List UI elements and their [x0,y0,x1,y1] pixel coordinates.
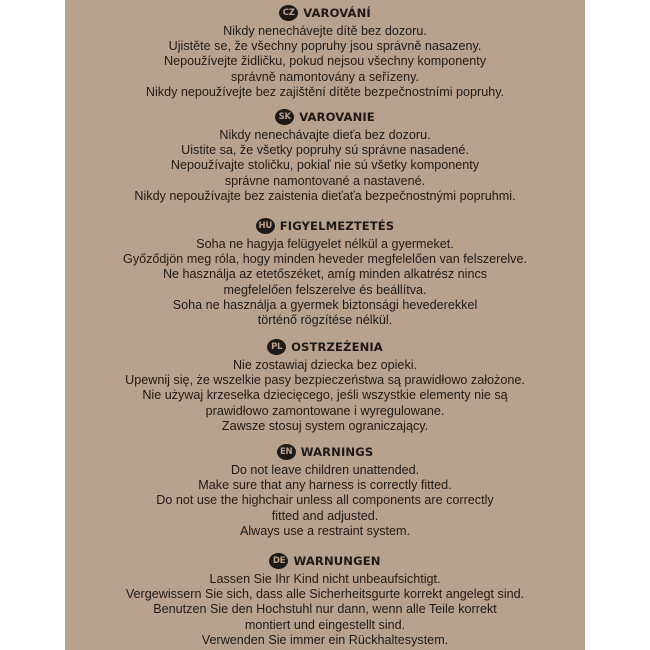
section-title: WARNINGS [300,445,374,459]
warning-line: Nikdy nepoužívejte bez zajištění dítěte bezpečnostními popruhy. [145,84,505,99]
warning-section-pl [65,337,585,434]
warning-section-hu [65,216,585,328]
warning-lines [65,463,585,539]
warning-line: správne namontované a nastavené. [224,173,426,188]
section-heading [65,442,585,462]
language-code-badge: EN [277,444,296,460]
warning-line: Uistite sa, že všetky popruhy sú správne nasadené. [181,143,469,158]
section-heading [65,216,585,236]
warning-line: Nikdy nenechávajte dieťa bez dozoru. [219,128,431,142]
language-code-badge: PL [267,339,286,355]
warning-line: správně namontovány a seřízeny. [230,69,420,84]
warning-line: Ujistěte se, že všechny popruhy jsou správně nasazeny. [168,39,482,54]
warning-section-cz [65,3,585,100]
section-title: WARNUNGEN [293,554,381,568]
warning-line: prawidłowo zamontowane i wyregulowane. [205,403,445,418]
warning-line: Ne használja az etetőszéket, amíg minden alkatrész nincs [162,267,488,282]
language-code-badge: CZ [279,5,298,21]
section-heading [65,551,585,571]
language-code-badge: HU [256,218,275,234]
warning-line: Nepoužívajte stoličku, pokiaľ nie sú všetky komponenty [170,158,480,173]
warning-lines [65,237,585,328]
warning-line: Győződjön meg róla, hogy minden heveder megfelelően van felszerelve. [123,252,527,267]
warning-line: Benutzen Sie den Hochstuhl nur dann, wenn alle Teile korrekt [153,602,497,617]
warning-line: Nie zostawiaj dziecka bez opieki. [232,358,418,372]
section-heading [65,3,585,23]
warning-line: fitted and adjusted. [271,508,379,523]
warning-line: Verwenden Sie immer ein Rückhaltesystem. [201,632,449,647]
warning-line: megfelelően felszerelve és beállítva. [223,282,427,297]
warning-lines [65,128,585,204]
warning-line: Upewnij się, że wszelkie pasy bezpieczeństwa są prawidłowo założone. [125,373,525,388]
language-code-badge: SK [275,109,294,125]
warning-line: történő rögzítése nélkül. [257,313,393,328]
warning-line: Vergewissern Sie sich, dass alle Sicherheitsgurte korrekt angelegt sind. [125,587,525,602]
language-code-badge: DE [269,553,288,569]
warning-section-en [65,442,585,539]
warning-lines [65,358,585,434]
warning-line: Lassen Sie Ihr Kind nicht unbeaufsichtigt. [209,572,441,586]
warning-line: montiert und eingestellt sind. [244,617,406,632]
section-title: VAROVANIE [299,110,375,124]
warning-line: Always use a restraint system. [239,523,411,538]
warning-line: Do not use the highchair unless all components are correctly [156,493,494,508]
section-title: VAROVÁNÍ [303,6,371,20]
warning-line: Nepoužívejte židličku, pokud nejsou všechny komponenty [163,54,487,69]
section-heading [65,107,585,127]
warning-section-de [65,551,585,648]
warning-line: Soha ne hagyja felügyelet nélkül a gyermeket. [196,237,454,251]
warning-line: Do not leave children unattended. [230,463,420,477]
warning-line: Soha ne használja a gyermek biztonsági hevederekkel [172,297,478,312]
warning-line: Nie używaj krzesełka dziecięcego, jeśli wszystkie elementy nie są [142,388,508,403]
section-heading [65,337,585,357]
warning-lines [65,572,585,648]
warnings-panel [65,0,585,650]
warning-line: Make sure that any harness is correctly fitted. [198,478,452,493]
warning-line: Nikdy nepoužívajte bez zaistenia dieťaťa bezpečnostnými popruhmi. [134,188,516,203]
warning-section-sk [65,107,585,204]
warning-line: Nikdy nenechávejte dítě bez dozoru. [223,24,427,38]
section-title: OSTRZEŻENIA [291,340,383,354]
warning-lines [65,24,585,100]
warning-line: Zawsze stosuj system ograniczający. [221,418,429,433]
section-title: FIGYELMEZTETÉS [279,219,395,233]
